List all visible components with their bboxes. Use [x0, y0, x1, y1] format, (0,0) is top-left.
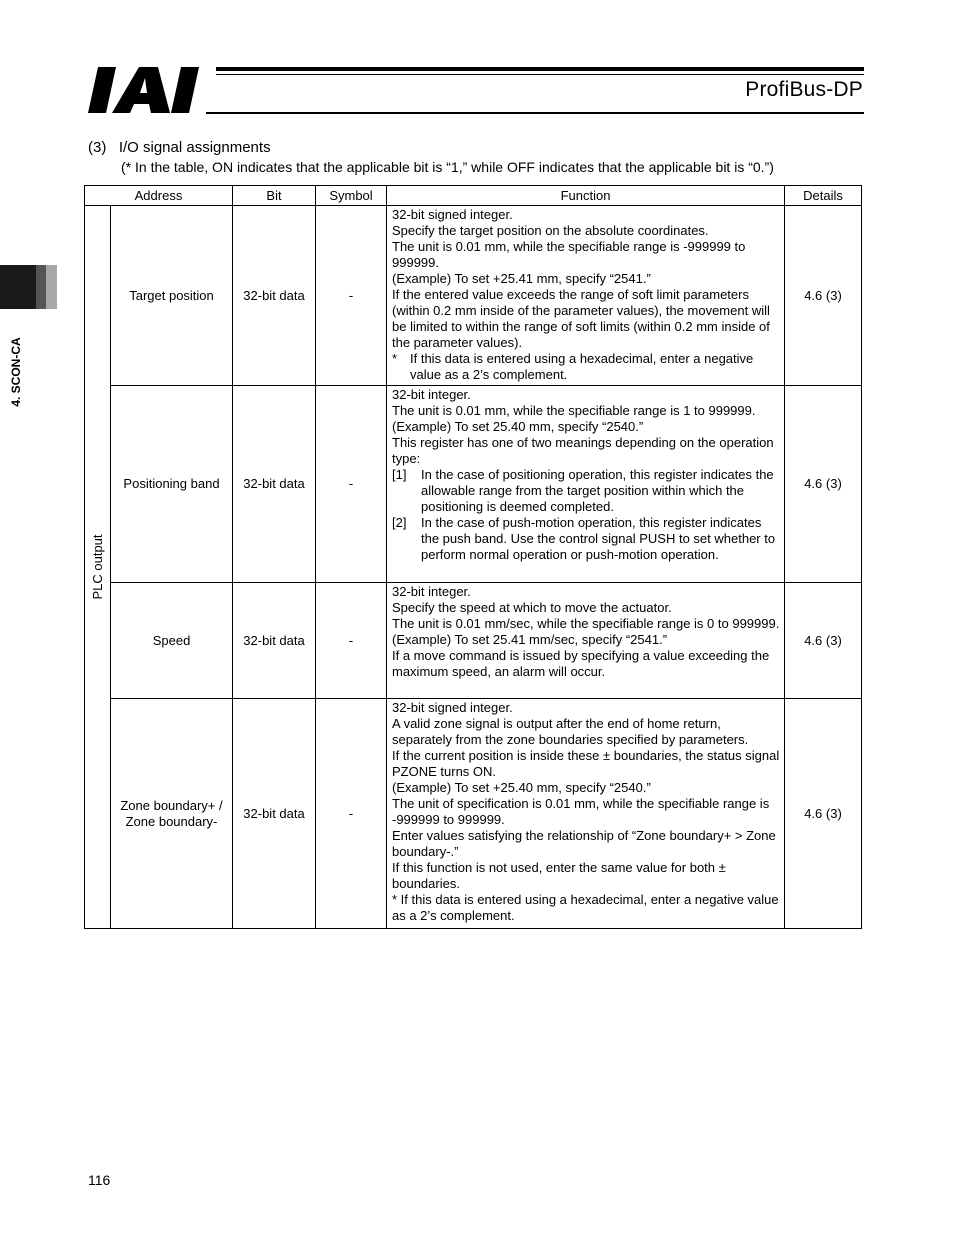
header-function: Function	[387, 186, 785, 206]
symbol-cell: -	[316, 206, 387, 386]
note-marker: *	[392, 351, 398, 366]
note-text: If this data is entered using a hexadecimal, enter a negative value as a 2’s complement.	[410, 351, 754, 382]
function-line: If this function is not used, enter the same value for both ± boundaries.	[392, 860, 726, 891]
details-cell: 4.6 (3)	[785, 206, 862, 386]
bit-cell: 32-bit data	[233, 583, 316, 699]
function-cell	[387, 583, 785, 699]
list-text: In the case of push-motion operation, this register indicates the push band. Use the control signal PUSH to set whether to perform normal operation or push-motion operation.	[421, 515, 776, 562]
table-row	[85, 699, 862, 929]
function-cell	[387, 699, 785, 929]
function-line: The unit of specification is 0.01 mm, while the specifiable range is -999999 to 999999.	[392, 796, 770, 827]
chapter-tab-light	[46, 265, 57, 309]
function-cell	[387, 206, 785, 386]
iai-logo	[86, 66, 206, 114]
symbol-cell: -	[316, 583, 387, 699]
function-line: (Example) To set 25.40 mm, specify “2540.”	[392, 419, 644, 434]
symbol-cell: -	[316, 699, 387, 929]
function-list-item	[392, 515, 780, 563]
function-line: This register has one of two meanings depending on the operation type:	[392, 435, 774, 466]
address-cell: Target position	[111, 206, 233, 386]
function-line: If a move command is issued by specifying a value exceeding the maximum speed, an alarm will occur.	[392, 648, 770, 679]
chapter-tab-mid	[36, 265, 46, 309]
function-line: 32-bit signed integer.	[392, 207, 513, 222]
table-header-row	[85, 186, 862, 206]
list-marker: [2]	[392, 515, 407, 530]
details-cell: 4.6 (3)	[785, 386, 862, 583]
function-line: 32-bit integer.	[392, 387, 471, 402]
function-line: A valid zone signal is output after the end of home return, separately from the zone boundaries specified by parameters.	[392, 716, 749, 747]
bit-cell: 32-bit data	[233, 386, 316, 583]
group-label: PLC output	[89, 534, 105, 600]
header-rule-thin	[216, 74, 864, 75]
function-line: * If this data is entered using a hexadecimal, enter a negative value as a 2’s complement.	[392, 892, 779, 923]
list-marker: [1]	[392, 467, 407, 482]
chapter-label: 4. SCON-CA	[9, 337, 23, 407]
section-title: (3) I/O signal assignments	[88, 139, 271, 156]
function-line: (Example) To set 25.41 mm/sec, specify “2541.”	[392, 632, 668, 647]
function-line: Enter values satisfying the relationship of “Zone boundary+ > Zone boundary-.”	[392, 828, 776, 859]
function-line: The unit is 0.01 mm, while the specifiable range is 1 to 999999.	[392, 403, 756, 418]
header-rule-thick	[216, 67, 864, 71]
function-line: If the current position is inside these ± boundaries, the status signal PZONE turns ON.	[392, 748, 780, 779]
bit-cell: 32-bit data	[233, 699, 316, 929]
io-signal-table	[84, 185, 862, 929]
function-line: 32-bit signed integer.	[392, 700, 513, 715]
function-line: If the entered value exceeds the range of soft limit parameters (within 0.2 mm inside of the parameter values), the movement will be limited to within the range of soft limits (within 0.2 mm inside of the parameter values).	[392, 287, 770, 350]
chapter-tab-dark	[0, 265, 36, 309]
address-cell: Positioning band	[111, 386, 233, 583]
details-cell: 4.6 (3)	[785, 583, 862, 699]
function-list-item	[392, 467, 780, 515]
function-line: Specify the speed at which to move the actuator.	[392, 600, 672, 615]
function-line: Specify the target position on the absolute coordinates.	[392, 223, 709, 238]
function-line: (Example) To set +25.41 mm, specify “2541.”	[392, 271, 651, 286]
group-label-cell	[85, 206, 111, 929]
function-line: The unit is 0.01 mm/sec, while the specifiable range is 0 to 999999.	[392, 616, 780, 631]
function-line: (Example) To set +25.40 mm, specify “2540.”	[392, 780, 651, 795]
details-cell: 4.6 (3)	[785, 699, 862, 929]
header-rule-bottom	[206, 112, 864, 114]
header-address: Address	[85, 186, 233, 206]
list-text: In the case of positioning operation, this register indicates the allowable range from the target position within which the positioning is deemed completed.	[421, 467, 774, 514]
function-cell	[387, 386, 785, 583]
table-row	[85, 583, 862, 699]
page-number: 116	[88, 1172, 111, 1188]
function-line: The unit is 0.01 mm, while the specifiable range is -999999 to 999999.	[392, 239, 746, 270]
table-row	[85, 206, 862, 386]
function-line: 32-bit integer.	[392, 584, 471, 599]
header-details: Details	[785, 186, 862, 206]
table-row	[85, 386, 862, 583]
address-cell: Zone boundary+ / Zone boundary-	[111, 699, 233, 929]
address-cell: Speed	[111, 583, 233, 699]
product-name: ProfiBus-DP	[745, 78, 863, 101]
section-note: (* In the table, ON indicates that the applicable bit is “1,” while OFF indicates that the applicable bit is “0.”)	[121, 159, 774, 175]
header-bit: Bit	[233, 186, 316, 206]
symbol-cell: -	[316, 386, 387, 583]
bit-cell: 32-bit data	[233, 206, 316, 386]
function-note	[392, 351, 780, 383]
header-symbol: Symbol	[316, 186, 387, 206]
